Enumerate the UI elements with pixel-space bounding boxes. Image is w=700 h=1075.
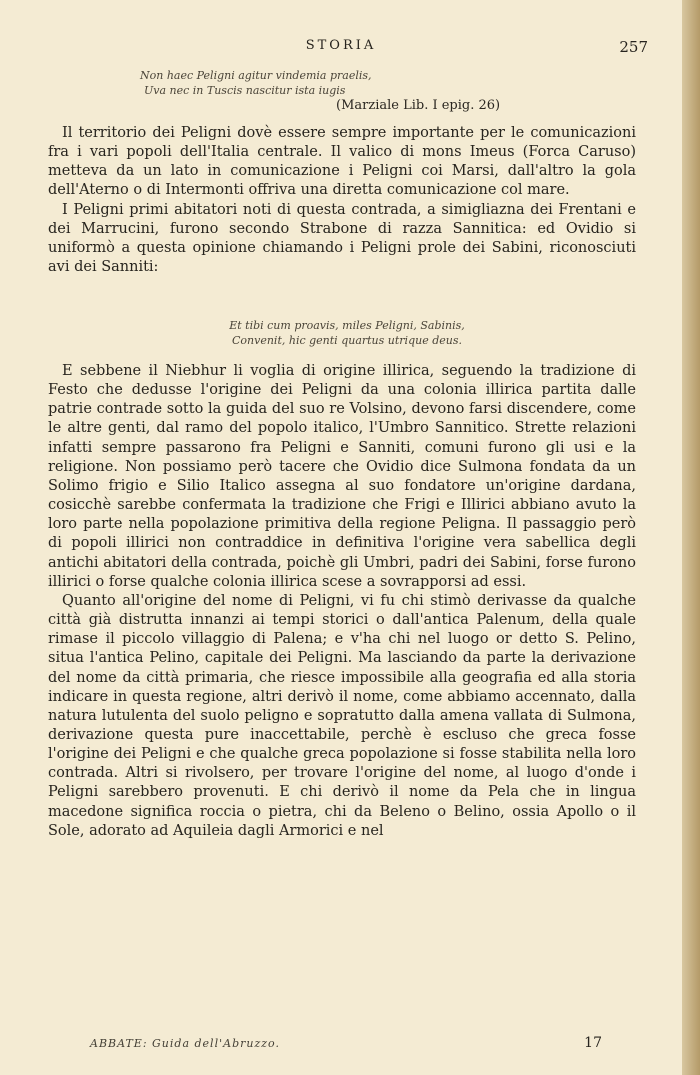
signature-mark: 17 bbox=[584, 1035, 602, 1051]
book-binding-edge bbox=[682, 0, 700, 1075]
epigraph-line: Et tibi cum proavis, miles Peligni, Sabinis, bbox=[229, 319, 465, 332]
paragraph: Quanto all'origine del nome di Peligni, vi fu chi stimò derivasse da qualche città già distrutta innanzi ai tempi storici o dall'antica Palenum, della quale rimase il piccolo villaggio di Palena; e v'ha chi nel luogo or detto S. Pelino, situa l'antica Pelino, capitale dei Peligni. Ma lasciando da parte la derivazione del nome da città primaria, che riesce impossibile alla geografia ed alla storia indicare in questa regione, altri derivò il nome, come abbiamo accennato, dalla natura lutulenta del suolo peligno e sopratutto dalla amena vallata di Sulmona, derivazione questa pure inaccettabile, perchè è escluso che greca fosse l'origine dei Peligni e che qualche greca popolazione si fosse stabilita nella loro contrada. Altri si rivolsero, per trovare l'origine del nome, al luogo d'onde i Peligni sarebbero provenuti. E chi derivò il nome da Pela che in lingua macedone significa roccia o pietra, chi da Beleno o Belino, ossia Apollo o il Sole, adorato ad Aquileia dagli Armorici e nel bbox=[48, 592, 636, 839]
epigraph-line: Convenit, hic genti quartus utrique deus. bbox=[232, 334, 462, 347]
paragraph: Il territorio dei Peligni dovè essere sempre importante per le comunicazioni fra i vari popoli dell'Italia centrale. Il valico di mons Imeus (Forca Caruso) metteva da un lato in comunicazione i Peligni coi Marsi, dall'altro la gola dell'Aterno o di Intermonti offriva una diretta comunicazione col mare. bbox=[48, 125, 636, 199]
epigraph-line: Non haec Peligni agitur vindemia praelis, bbox=[140, 69, 372, 82]
footer-book-title: ABBATE: Guida dell'Abruzzo. bbox=[90, 1037, 280, 1050]
epigraph-top bbox=[140, 68, 560, 98]
paragraph: I Peligni primi abitatori noti di questa contrada, a simigliazna dei Frentani e dei Marrucini, furono secondo Strabone di razza Sannitica: ed Ovidio si uniformò a questa opinione chiamando i Peligni prole dei Sabini, riconosciuti avi dei Sanniti: bbox=[48, 201, 636, 276]
epigraph-attribution: (Marziale Lib. I epig. 26) bbox=[336, 98, 501, 113]
page-title: STORIA bbox=[305, 38, 377, 53]
running-head bbox=[0, 38, 682, 60]
text-block-1 bbox=[48, 124, 636, 277]
epigraph-middle bbox=[122, 318, 572, 348]
text-block-2 bbox=[48, 362, 636, 841]
paragraph: E sebbene il Niebhur li voglia di origine illirica, seguendo la tradizione di Festo che dedusse l'origine dei Peligni da una colonia illirica partita dalle patrie contrade sotto la guida del suo re Volsino, devono farsi discendere, come le altre genti, dal ramo del popolo italico, l'Umbro Sannitico. Strette relazioni infatti sempre passarono fra Peligni e Sanniti, comuni furono gli usi e la religione. Non possiamo però tacere che Ovidio dice Sulmona fondata da un Solimo frigio e Silio Italico assegna al suo fondatore un'origine dardana, cosicchè sarebbe confermata la tradizione che Frigi e Illirici abbiano avuto la loro parte nella popolazione primitiva della regione Peligna. Il passaggio però di popoli illirici non contraddice in definitiva l'origine vera sabellica degli antichi abitatori della contrada, poichè gli Umbri, padri dei Sabini, forse furono illirici o forse qualche colonia illirica scese a sovrapporsi ad essi. bbox=[48, 363, 636, 590]
page-number: 257 bbox=[619, 38, 648, 56]
page-footer bbox=[0, 1037, 682, 1057]
epigraph-line: Uva nec in Tuscis nascitur ista iugis bbox=[144, 84, 346, 97]
